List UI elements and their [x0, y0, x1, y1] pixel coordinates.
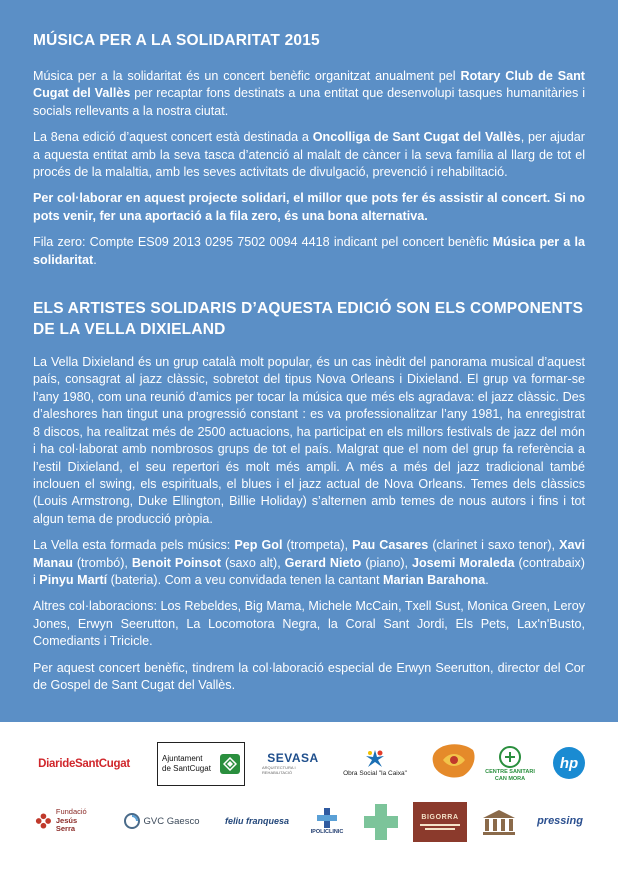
feliu-franquesa-logo: feliu franquesa [224, 816, 289, 826]
paragraph-intro: Música per a la solidaritat és un concert benèfic organitzat anualment pel Rotary Club de Sant Cugat del Vallès per recaptar fons destinats a una entitat que desenvolupi tasques humanitàries i socials rellevants a la nostra ciutat. [33, 69, 585, 118]
paragraph-fila-zero: Fila zero: Compte ES09 2013 0295 7502 0094 4418 indicant pel concert benèfic Música per a la solidaritat. [33, 235, 585, 267]
bigorra-logo: BIGORRA [413, 802, 467, 842]
diari-sant-cugat-logo: DiarideSantCugat [38, 758, 130, 770]
sponsor-logos [0, 722, 618, 875]
fundacio-jesus-serra-logo: Fundació Jesús Serra [34, 806, 96, 836]
sevasa-logo: SEVASA ARQUITECTURA I REHABILITACIÓ [262, 751, 319, 775]
section-title-musica: MÚSICA PER A LA SOLIDARITAT 2015 [33, 32, 320, 49]
museu-logo [476, 806, 522, 838]
caixa-star-icon [362, 748, 388, 770]
ipoliclinic-cross-icon [316, 807, 338, 829]
paragraph-musicians: La Vella esta formada pels músics: Pep Gol (trompeta), Pau Casares (clarinet i saxo tenor), Xavi Manau (trombó), Benoit Poinsot (saxo alt), Gerard Nieto (piano), Josemi Moraleda (contrabaix) i Pinyu Martí (bateria). Com a veu convidada tenen la cantant Marian Barahona. [33, 538, 585, 587]
gvc-gaesco-logo: GVC Gaesco [121, 808, 201, 834]
green-cross-icon [363, 802, 399, 842]
can-mora-emblem-icon [496, 745, 524, 769]
farmacia-cross-logo [362, 800, 400, 844]
ajuntament-emblem-icon [220, 754, 240, 774]
pressing-logo: pressing [537, 815, 583, 827]
content [33, 30, 585, 694]
obra-social-caixa-logo: Obra Social "la Caixa" [340, 742, 410, 782]
paragraph-vella-dixieland: La Vella Dixieland és un grup català molt popular, és un cas inèdit del panorama musical d’aquest país, consagrat al jazz clàssic, sobretot del tipus Nova Orleans i Dixieland. El grup va formar-se l’any 1980, com una reunió d’amics per tocar la música que més els agradava: el jazz clàssic. Des d’aleshores han tingut una progressió constant : es va professionalitzar l’any 1981, ha enregistrat 8 discos, ha realitzat més de 2500 actuacions, ha participat en els millors festivals de jazz del món i ha col·laborat amb nombrosos grups de tot el país. Malgrat que el nom del grup fa referència a l’estil Dixieland, el seu repertori és molt més ampli. A més a més del jazz tradicional també inclouen el swing, els espirituals, el blues i el jazz actual de Nova Orleans. Temes dels clàssics (Louis Armstrong, Duke Ellington, Billie Holiday) s’alternen amb temes de nous autors i fins i tot algun tema de producció pròpia. [33, 355, 585, 526]
paragraph-collaborate: Per col·laborar en aquest projecte solidari, el millor que pots fer és assistir al concert. Si no pots venir, fer una aportació a la fila zero, és una bona alternativa. [33, 191, 585, 223]
fundacio-flower-icon [34, 811, 53, 831]
gvc-circle-icon [123, 812, 141, 830]
section-title-artistes: ELS ARTISTES SOLIDARIS D’AQUESTA EDICIÓ SON ELS COMPONENTS DE LA VELLA DIXIELAND [33, 300, 584, 339]
museu-building-icon [479, 808, 519, 836]
paragraph-special: Per aquest concert benèfic, tindrem la col·laboració especial de Erwyn Seerutton, director del Cor de Gospel de Sant Cugat del Vallès. [33, 660, 585, 692]
ajuntament-logo: Ajuntament de SantCugat [157, 742, 245, 786]
paragraph-edition: La 8ena edició d’aquest concert està destinada a Oncolliga de Sant Cugat del Vallès, per ajudar a aquesta entitat amb la seva tasca d’atenció al malalt de càncer i la seva família al llarg de tot el procés de la malaltia, amb les seves activitats de divulgació, prevenció i rehabilitació. [33, 130, 586, 180]
centre-sanitari-can-mora-logo: CENTRE SANITARI CAN MORA [478, 740, 542, 788]
ipoliclinic-logo: IPOLICLINIC [307, 798, 347, 844]
hp-logo: hp [553, 747, 585, 779]
oncolliga-logo [428, 740, 480, 782]
paragraph-collaborations: Altres col·laboracions: Los Rebeldes, Big Mama, Michele McCain, Txell Sust, Monica Green, Leroy Jones, Erwyn Seerutton, La Locomotora Negra, la Coral Sant Jordi, Els Pets, Lax'n'Busto, Comediants i Tricicle. [33, 599, 585, 649]
